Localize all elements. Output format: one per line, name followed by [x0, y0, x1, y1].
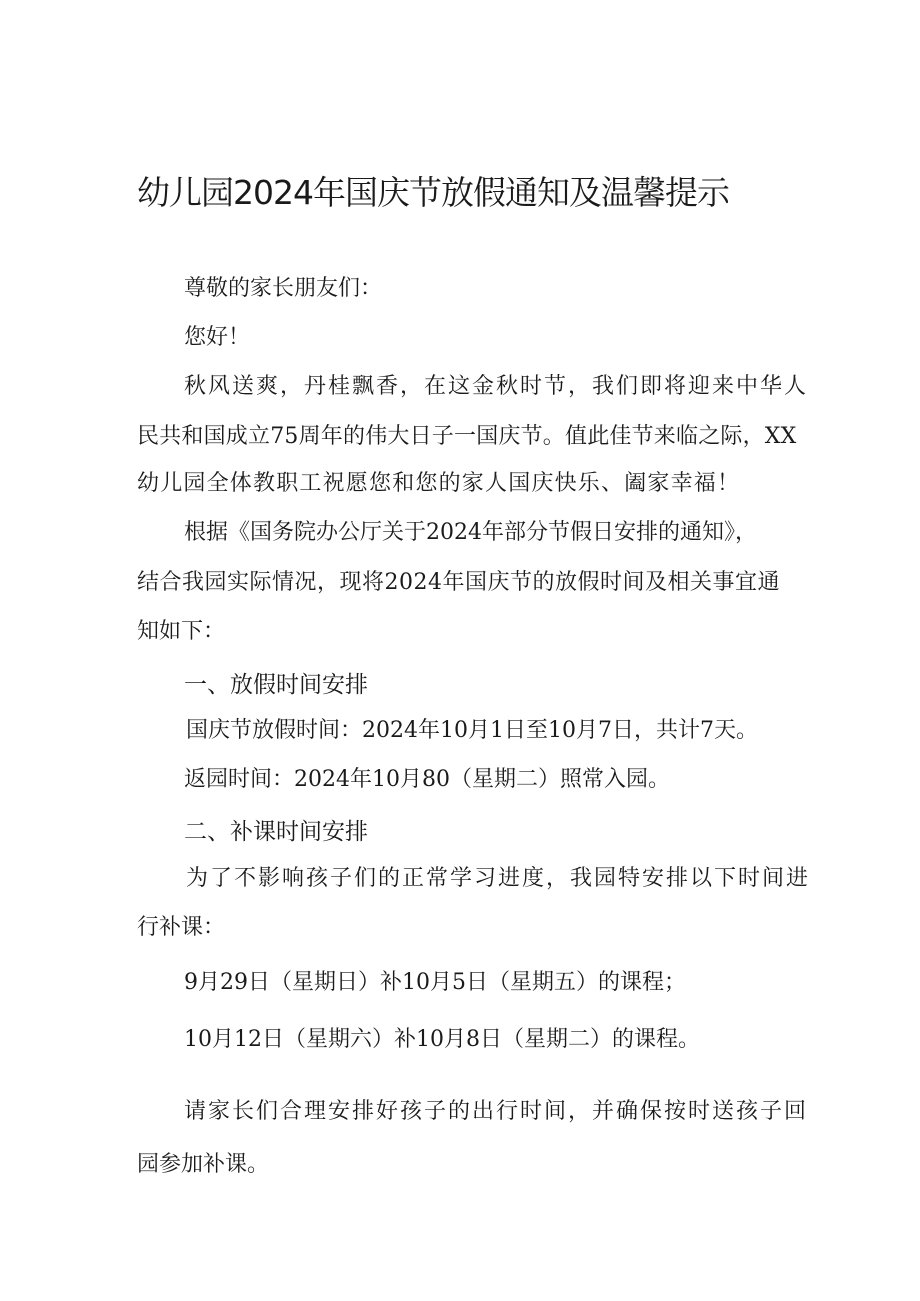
- holiday-time: 国庆节放假时间：2024年10月1日至10月7日，共计7天。: [186, 718, 758, 743]
- basis-paragraph-line-1: 根据《国务院办公厅关于2024年部分节假日安排的通知》，: [184, 520, 757, 545]
- closing-paragraph-line-1: 请家长们合理安排好孩子的出行时间，并确保按时送孩子回: [184, 1099, 809, 1124]
- return-time: 返园时间：2024年10月80（星期二）照常入园。: [184, 767, 670, 792]
- document-title: 幼儿园2024年国庆节放假通知及温馨提示: [137, 173, 729, 212]
- intro-paragraph-line-1: 秋风送爽，丹桂飘香，在这金秋时节，我们即将迎来中华人: [184, 374, 809, 399]
- makeup-intro-line-1: 为了不影响孩子们的正常学习进度，我园特安排以下时间进: [186, 866, 811, 891]
- section-2-heading: 二、补课时间安排: [184, 819, 368, 845]
- greeting: 您好！: [184, 325, 251, 350]
- makeup-schedule-2: 10月12日（星期六）补10月8日（星期二）的课程。: [184, 1027, 700, 1052]
- basis-paragraph-line-3: 知如下：: [137, 619, 226, 644]
- basis-paragraph-line-2: 结合我园实际情况，现将2024年国庆节的放假时间及相关事宜通: [137, 570, 780, 595]
- salutation: 尊敬的家长朋友们：: [184, 276, 383, 301]
- section-1-heading: 一、放假时间安排: [184, 672, 368, 698]
- makeup-intro-line-2: 行补课：: [137, 915, 226, 940]
- intro-paragraph-line-2: 民共和国成立75周年的伟大日子一国庆节。值此佳节来临之际，XX: [137, 424, 797, 449]
- makeup-schedule-1: 9月29日（星期日）补10月5日（星期五）的课程；: [184, 970, 686, 995]
- closing-paragraph-line-2: 园参加补课。: [137, 1152, 270, 1177]
- intro-paragraph-line-3: 幼儿园全体教职工祝愿您和您的家人国庆快乐、阖家幸福！: [137, 471, 741, 496]
